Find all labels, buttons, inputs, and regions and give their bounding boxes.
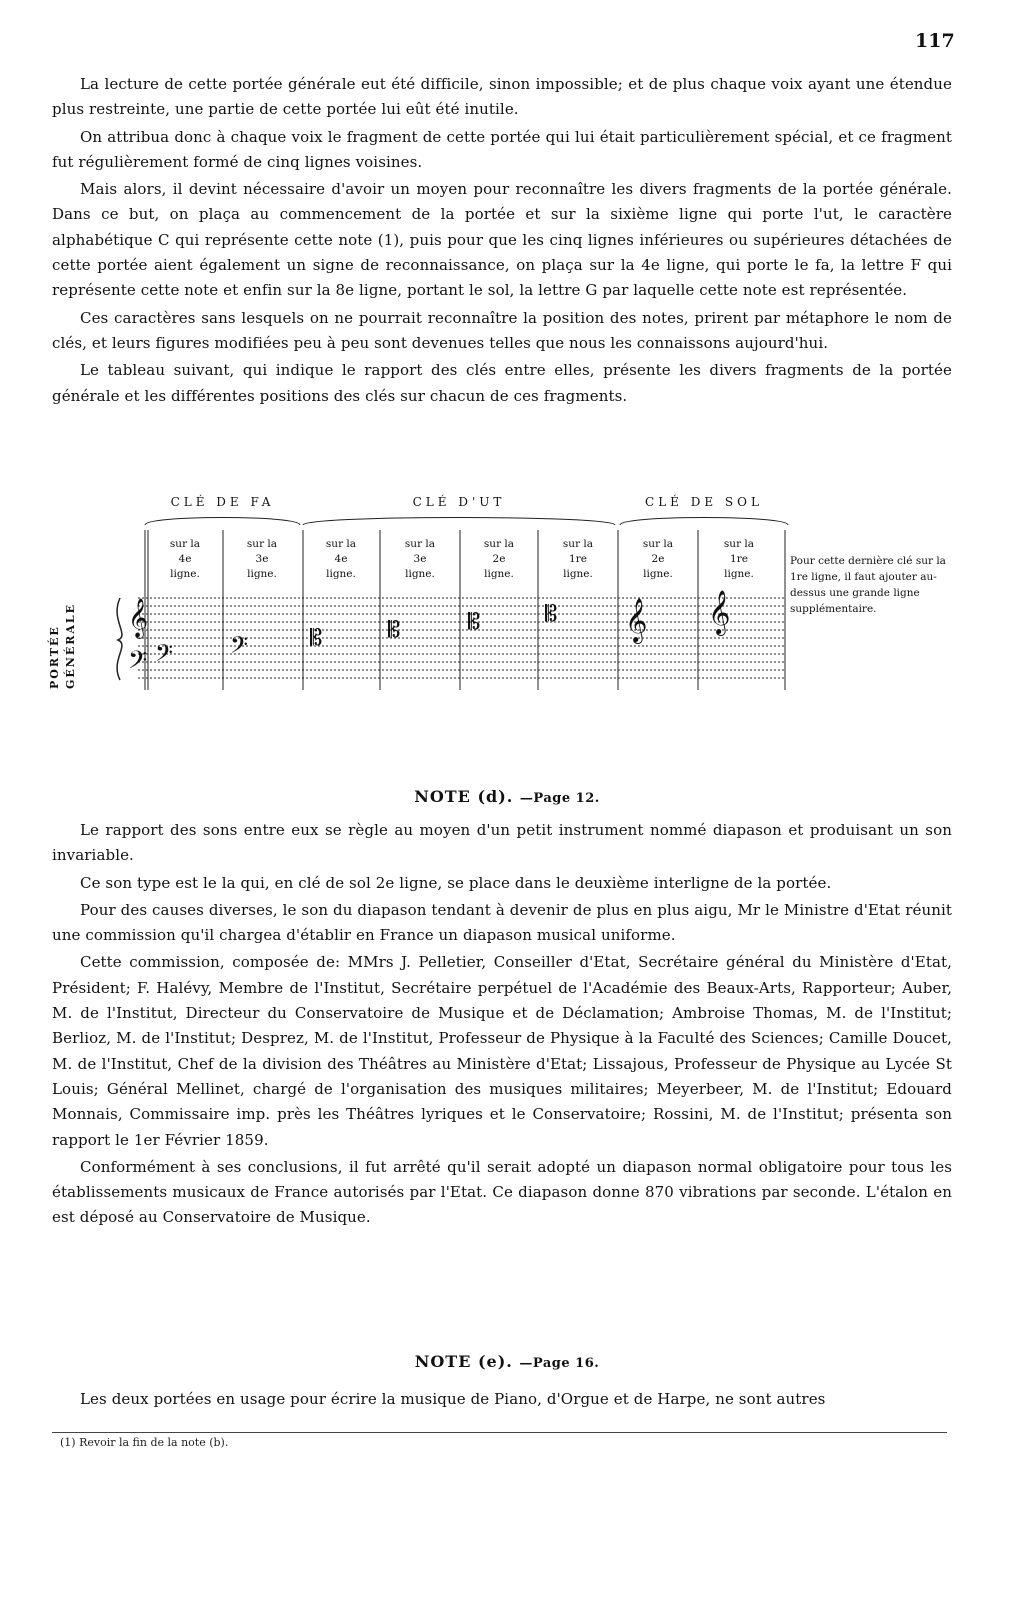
alto-clef-icon: 𝄡: [468, 610, 481, 635]
paragraph: La lecture de cette portée générale eut été difficile, sinon impossible; et de plus chaque voix ayant une étendue plus restreinte, une partie de cette portée lui eût été inutile.: [52, 75, 952, 119]
note-e-heading: [0, 1352, 1014, 1371]
bass-clef-icon: 𝄢: [230, 631, 249, 664]
note-e-title: NOTE (e).: [414, 1352, 513, 1371]
paragraph: Mais alors, il devint nécessaire d'avoir un moyen pour reconnaître les divers fragments de la portée générale. Dans ce but, on plaça au commencement de la portée et sur la sixième ligne qui porte l'ut, le caractère alphabétique C qui représente cette note (1), puis pour que les cinq lignes inférieures ou supérieures détachées de cette portée aient également un signe de reconnaissance, on plaça sur la 4e ligne, qui porte le fa, la lettre F qui représente cette note et enfin sur la 8e ligne, portant le sol, la lettre G par laquelle cette note est représentée.: [52, 180, 952, 300]
treble-clef-icon: 𝄞: [128, 598, 149, 638]
intro-text: [52, 72, 952, 411]
side-note: Pour cette dernière clé sur la 1re ligne, il faut ajouter au-dessus une grande ligne supplémentaire.: [790, 555, 946, 615]
paragraph: Conformément à ses conclusions, il fut arrêté qu'il serait adopté un diapason normal obligatoire pour tous les établissements musicaux de France autorisés par l'Etat. Ce diapason donne 870 vibrations par seconde. L'étalon en est déposé au Conservatoire de Musique.: [52, 1157, 952, 1227]
staff-brace: [117, 598, 122, 680]
column-header: sur la 1re ligne.: [562, 538, 594, 580]
paragraph: Le rapport des sons entre eux se règle au moyen d'un petit instrument nommé diapason et produisant un son invariable.: [52, 821, 952, 865]
alto-clef-icon: 𝄡: [388, 618, 401, 643]
paragraph: Les deux portées en usage pour écrire la musique de Piano, d'Orgue et de Harpe, ne sont autres: [80, 1390, 826, 1408]
alto-clef-icon: 𝄡: [545, 602, 558, 627]
paragraph: Cette commission, composée de: MMrs J. Pelletier, Conseiller d'Etat, Secrétaire général du Ministère d'Etat, Président; F. Halévy, Membre de l'Institut, Secrétaire perpétuel de l'Académie des Beaux-Arts, Rapporteur; Auber, M. de l'Institut, Directeur du Conservatoire de Musique et de Déclamation; Ambroise Thomas, M. de l'Institut; Berlioz, M. de l'Institut; Desprez, M. de l'Institut, Professeur de Physique à la Faculté des Sciences; Camille Doucet, M. de l'Institut, Chef de la division des Théâtres au Ministère d'Etat; Lissajous, Professeur de Physique au Lycée St Louis; Général Mellinet, chargé de l'organisation des musiques militaires; Meyerbeer, M. de l'Institut; Edouard Monnais, Commissaire imp. près les Théâtres lyriques et le Conservatoire; Rossini, M. de l'Institut; présenta son rapport le 1er Février 1859.: [52, 953, 952, 1149]
bass-clef-icon: 𝄢: [155, 639, 174, 672]
paragraph: Le tableau suivant, qui indique le rapport des clés entre elles, présente les divers fragments de la portée générale et les différentes positions des clés sur chacun de ces fragments.: [52, 361, 952, 405]
note-d-heading: [0, 787, 1014, 806]
ut-bracket: [303, 518, 615, 526]
alto-clef-icon: 𝄡: [310, 626, 323, 651]
treble-clef-icon: 𝄞: [708, 590, 731, 634]
column-header: sur la 3e ligne.: [246, 538, 278, 580]
column-header: sur la 2e ligne.: [642, 538, 674, 580]
sol-bracket: [620, 518, 788, 526]
column-header: sur la 3e ligne.: [404, 538, 436, 580]
group-title-ut: CLÉ D'UT: [412, 495, 506, 509]
side-label-line2: GÉNÉRALE: [64, 602, 77, 689]
footnote-divider: [52, 1432, 947, 1433]
note-e-page-ref: —Page 16.: [519, 1356, 600, 1371]
clef-table: [40, 495, 1000, 695]
column-header: sur la 2e ligne.: [483, 538, 515, 580]
footnote: (1) Revoir la fin de la note (b).: [60, 1436, 229, 1449]
treble-clef-icon: 𝄞: [625, 598, 648, 642]
portee-generale-label: [46, 591, 76, 691]
paragraph: On attribua donc à chaque voix le fragment de cette portée qui lui était particulièrement spécial, et ce fragment fut régulièrement formé de cinq lignes voisines.: [52, 127, 952, 171]
paragraph: Pour des causes diverses, le son du diapason tendant à devenir de plus en plus aigu, Mr le Ministre d'Etat réunit une commission qu'il chargea d'établir en France un diapason musical uniforme.: [52, 900, 952, 945]
paragraph: Ces caractères sans lesquels on ne pourrait reconnaître la position des notes, prirent par métaphore le nom de clés, et leurs figures modifiées peu à peu sont devenues telles que nous les connaissons aujourd'hui.: [52, 308, 952, 352]
column-header: sur la 1re ligne.: [723, 538, 755, 580]
fa-bracket: [145, 518, 300, 526]
paragraph: Ce son type est le la qui, en clé de sol 2e ligne, se place dans le deuxième interligne de la portée.: [80, 873, 832, 892]
note-d-text: [52, 818, 952, 1233]
group-title-fa: CLÉ DE FA: [170, 495, 275, 509]
page-number: 117: [915, 30, 955, 52]
note-e-text: [52, 1387, 952, 1414]
side-label-line1: PORTÉE: [48, 625, 61, 689]
group-title-sol: CLÉ DE SOL: [645, 495, 763, 509]
column-header: sur la 4e ligne.: [325, 538, 357, 580]
column-header: sur la 4e ligne.: [169, 538, 201, 580]
note-d-title: NOTE (d).: [414, 787, 514, 806]
note-d-page-ref: —Page 12.: [519, 791, 600, 806]
bass-clef-icon: 𝄢: [128, 646, 148, 681]
